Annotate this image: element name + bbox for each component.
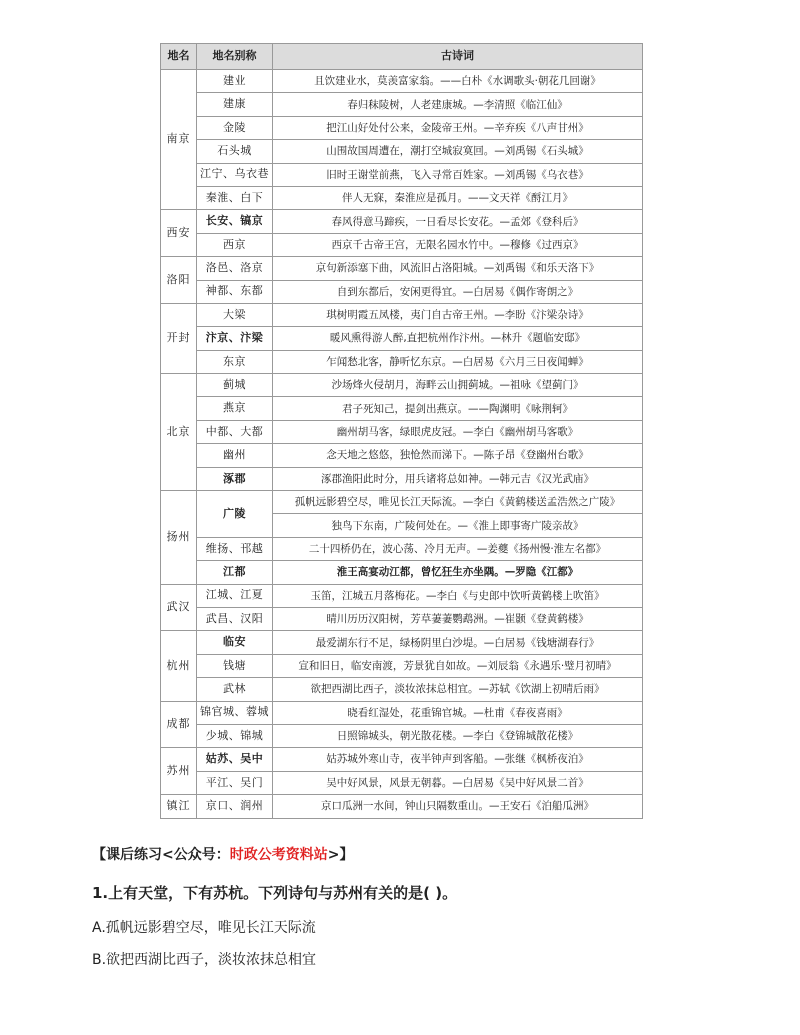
poem-cell: 山围故国周遭在，潮打空城寂寞回。—刘禹锡《石头城》 xyxy=(273,140,643,163)
alias-cell: 涿郡 xyxy=(197,467,273,490)
poems-table xyxy=(160,43,643,819)
table-row xyxy=(161,678,643,701)
poem-cell: 吴中好风景，风景无朝暮。—白居易《吴中好风景二首》 xyxy=(273,771,643,794)
poem-cell: 幽州胡马客，绿眼虎皮冠。—李白《幽州胡马客歌》 xyxy=(273,420,643,443)
table-row xyxy=(161,163,643,186)
poem-cell: 欲把西湖比西子，淡妆浓抹总相宜。—苏轼《饮湖上初晴后雨》 xyxy=(273,678,643,701)
header-poem: 古诗词 xyxy=(273,44,643,70)
alias-cell: 临安 xyxy=(197,631,273,654)
poem-cell: 把江山好处付公来，金陵帝王州。—辛弃疾《八声甘州》 xyxy=(273,116,643,139)
header-place: 地名 xyxy=(161,44,197,70)
poem-cell: 晴川历历汉阳树，芳草萋萋鹦鹉洲。—崔颢《登黄鹤楼》 xyxy=(273,607,643,630)
alias-cell: 燕京 xyxy=(197,397,273,420)
poem-cell: 玉笛，江城五月落梅花。—李白《与史郎中饮听黄鹤楼上吹笛》 xyxy=(273,584,643,607)
poem-cell: 自到东都后，安闲更得宜。—白居易《偶作寄朗之》 xyxy=(273,280,643,303)
place-kaifeng: 开封 xyxy=(161,303,197,373)
poem-cell: 念天地之悠悠，独怆然而涕下。—陈子昂《登幽州台歌》 xyxy=(273,444,643,467)
poem-cell: 沙场烽火侵胡月，海畔云山拥蓟城。—祖咏《望蓟门》 xyxy=(273,374,643,397)
table-row xyxy=(161,491,643,514)
place-yangzhou: 扬州 xyxy=(161,491,197,585)
alias-cell: 石头城 xyxy=(197,140,273,163)
poem-cell: 淮王高宴动江都，曾忆狂生亦坐隅。—罗隐《江都》 xyxy=(273,561,643,584)
table-row xyxy=(161,771,643,794)
table-row xyxy=(161,724,643,747)
table-row xyxy=(161,374,643,397)
poem-cell: 伴人无寐，秦淮应是孤月。——文天祥《酹江月》 xyxy=(273,186,643,209)
alias-cell: 平江、吴门 xyxy=(197,771,273,794)
table-row xyxy=(161,257,643,280)
table-row xyxy=(161,327,643,350)
table-row xyxy=(161,607,643,630)
poem-cell: 暖风熏得游人醉,直把杭州作汴州。—林升《题临安邸》 xyxy=(273,327,643,350)
poem-cell: 西京千古帝王宫，无限名园水竹中。—穆修《过西京》 xyxy=(273,233,643,256)
alias-cell: 大梁 xyxy=(197,303,273,326)
poem-cell: 乍闻愁北客，静听忆东京。—白居易《六月三日夜闻蝉》 xyxy=(273,350,643,373)
alias-cell: 东京 xyxy=(197,350,273,373)
alias-cell: 锦官城、蓉城 xyxy=(197,701,273,724)
table-row xyxy=(161,397,643,420)
poem-cell: 且饮建业水，莫羡富家翁。——白朴《水调歌头·朝花几回谢》 xyxy=(273,70,643,93)
place-luoyang: 洛阳 xyxy=(161,257,197,304)
alias-cell: 秦淮、白下 xyxy=(197,186,273,209)
alias-cell: 维扬、邗越 xyxy=(197,537,273,560)
alias-cell: 江都 xyxy=(197,561,273,584)
place-hangzhou: 杭州 xyxy=(161,631,197,701)
option-a: A.孤帆远影碧空尽，唯见长江天际流 xyxy=(92,920,316,936)
poem-cell: 春归秣陵树，人老建康城。—李清照《临江仙》 xyxy=(273,93,643,116)
table-row xyxy=(161,420,643,443)
alias-cell: 蓟城 xyxy=(197,374,273,397)
practice-heading xyxy=(92,844,353,864)
poem-cell: 日照锦城头，朝光散花楼。—李白《登锦城散花楼》 xyxy=(273,724,643,747)
alias-cell: 广陵 xyxy=(197,491,273,538)
alias-cell: 洛邑、洛京 xyxy=(197,257,273,280)
alias-cell: 金陵 xyxy=(197,116,273,139)
poem-cell: 旧时王谢堂前燕，飞入寻常百姓家。—刘禹锡《乌衣巷》 xyxy=(273,163,643,186)
table-row xyxy=(161,303,643,326)
table-row xyxy=(161,467,643,490)
table-row xyxy=(161,537,643,560)
poem-cell: 二十四桥仍在，波心荡、冷月无声。—姜夔《扬州慢·淮左名都》 xyxy=(273,537,643,560)
poem-cell: 晓看红湿处，花重锦官城。—杜甫《春夜喜雨》 xyxy=(273,701,643,724)
place-beijing: 北京 xyxy=(161,374,197,491)
practice-highlight: 时政公考资料站 xyxy=(229,847,328,863)
alias-cell: 少城、锦城 xyxy=(197,724,273,747)
poem-cell: 孤帆远影碧空尽，唯见长江天际流。—李白《黄鹤楼送孟浩然之广陵》 xyxy=(273,491,643,514)
table-row xyxy=(161,444,643,467)
place-wuhan: 武汉 xyxy=(161,584,197,631)
table-row xyxy=(161,210,643,233)
table-row xyxy=(161,233,643,256)
place-nanjing: 南京 xyxy=(161,70,197,210)
alias-cell: 幽州 xyxy=(197,444,273,467)
table-row xyxy=(161,186,643,209)
poem-cell: 涿郡渔阳此时分，用兵诸将总如神。—韩元吉《汉光武庙》 xyxy=(273,467,643,490)
poem-cell: 独鸟下东南，广陵何处在。—《淮上即事寄广陵亲故》 xyxy=(273,514,643,537)
poem-cell: 琪树明霞五凤楼，夷门自古帝王州。—李盼《汴梁杂诗》 xyxy=(273,303,643,326)
table-row xyxy=(161,748,643,771)
table-row xyxy=(161,70,643,93)
place-suzhou: 苏州 xyxy=(161,748,197,795)
place-zhenjiang: 镇江 xyxy=(161,795,197,818)
alias-cell: 京口、润州 xyxy=(197,795,273,818)
table-row xyxy=(161,140,643,163)
alias-cell: 汴京、汴梁 xyxy=(197,327,273,350)
table-row xyxy=(161,561,643,584)
alias-cell: 江城、江夏 xyxy=(197,584,273,607)
place-xian: 西安 xyxy=(161,210,197,257)
alias-cell: 建业 xyxy=(197,70,273,93)
alias-cell: 中都、大都 xyxy=(197,420,273,443)
option-b: B.欲把西湖比西子，淡妆浓抹总相宜 xyxy=(92,952,317,968)
poem-cell: 京句新添塞下曲，风流旧占洛阳城。—刘禹锡《和乐天洛下》 xyxy=(273,257,643,280)
poem-cell: 京口瓜洲一水间，钟山只隔数重山。—王安石《泊船瓜洲》 xyxy=(273,795,643,818)
poem-cell: 春风得意马蹄疾，一日看尽长安花。—孟郊《登科后》 xyxy=(273,210,643,233)
poem-cell: 姑苏城外寒山寺，夜半钟声到客船。—张继《枫桥夜泊》 xyxy=(273,748,643,771)
poem-cell: 最爱湖东行不足，绿杨阴里白沙堤。—白居易《钱塘湖春行》 xyxy=(273,631,643,654)
alias-cell: 武昌、汉阳 xyxy=(197,607,273,630)
alias-cell: 神都、东都 xyxy=(197,280,273,303)
alias-cell: 江宁、乌衣巷 xyxy=(197,163,273,186)
alias-cell: 钱塘 xyxy=(197,654,273,677)
table-row xyxy=(161,584,643,607)
table-row xyxy=(161,701,643,724)
table-header-row xyxy=(161,44,643,70)
table-row xyxy=(161,350,643,373)
practice-prefix: 【课后练习<公众号： xyxy=(92,847,230,863)
poem-cell: 君子死知己，提剑出燕京。——陶渊明《咏荆轲》 xyxy=(273,397,643,420)
poem-cell: 宣和旧日，临安南渡，芳景犹自如故。—刘辰翁《永遇乐·璧月初晴》 xyxy=(273,654,643,677)
place-chengdu: 成都 xyxy=(161,701,197,748)
table-row xyxy=(161,93,643,116)
practice-suffix: >】 xyxy=(327,847,354,863)
table-row xyxy=(161,116,643,139)
alias-cell: 武林 xyxy=(197,678,273,701)
header-alias: 地名别称 xyxy=(197,44,273,70)
alias-cell: 西京 xyxy=(197,233,273,256)
alias-cell: 建康 xyxy=(197,93,273,116)
table-row xyxy=(161,631,643,654)
alias-cell: 长安、镐京 xyxy=(197,210,273,233)
table-row xyxy=(161,654,643,677)
question-text: 1.上有天堂，下有苏杭。下列诗句与苏州有关的是( )。 xyxy=(92,884,458,902)
alias-cell: 姑苏、吴中 xyxy=(197,748,273,771)
table-row xyxy=(161,280,643,303)
table-row xyxy=(161,795,643,818)
